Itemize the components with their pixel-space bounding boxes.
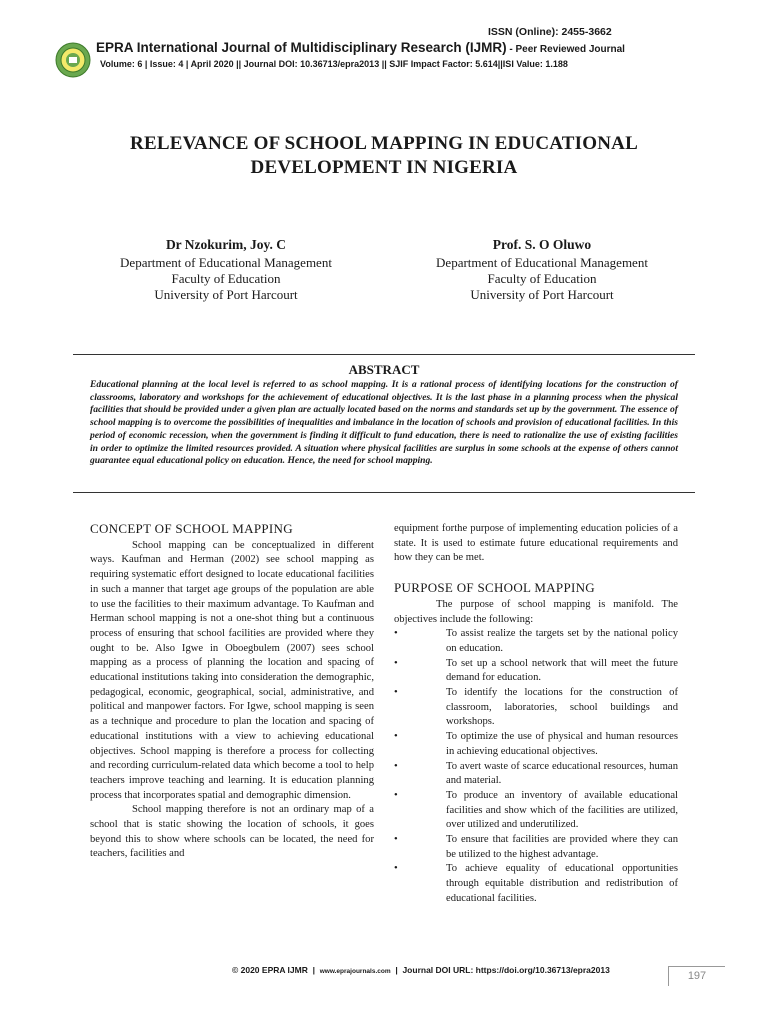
author-name: Prof. S. O Oluwo [492,237,592,252]
abstract-text: Educational planning at the local level is referred to as school mapping. It is a rational process of identifying locations for the construction of classrooms, laboratory and workshops for the achievement of educational objectives. It is the last phase in a planning process when the physical facilities that should be provided under a given plan are actually located based on the norms and standards set up by the government. The essence of school mapping is to overcome the possibilities of inequalities and imbalance in the location of schools and provision of educational facilities. In this period of economic recession, when the government is finding it difficult to fund education, there is need to rationalize the use of existing facilities in order to optimize the limited resources provided. A situation where physical facilities are surplus in some schools at the expense of others cannot guarantee equal educational policy on education. Hence, the need for school mapping. [90,379,678,467]
bullet-icon: • [394,834,398,846]
journal-name: EPRA International Journal of Multidisciplinary Research (IJMR) [96,40,507,55]
right-column [394,522,678,907]
paragraph: equipment forthe purpose of implementing education policies of a state. It is used to estimate future educational requirements and how they can be met. [394,523,678,564]
list-item: • To assist realize the targets set by the national policy on education. [394,628,678,654]
list-item: • To optimize the use of physical and human resources in achieving educational objectives. [394,731,678,757]
author-department: Department of Educational Management [436,255,648,270]
list-item: • To set up a school network that will meet the future demand for education. [394,657,678,684]
abstract-heading: ABSTRACT [348,362,420,377]
bullet-icon: • [394,628,398,640]
journal-title [96,40,736,55]
bullet-icon: • [394,687,398,699]
journal-logo [55,42,91,78]
abstract-bottom-rule [73,492,695,493]
page-number: 197 [668,966,725,986]
author-university: University of Port Harcourt [154,287,298,302]
bullet-icon: • [394,789,398,801]
bullet-icon: • [394,760,398,772]
footer-site-link[interactable]: www.eprajournals.com [319,968,391,975]
author-faculty: Faculty of Education [171,271,281,286]
issn-line: ISSN (Online): 2455-3662 [488,26,612,38]
section-heading-purpose: PURPOSE OF SCHOOL MAPPING [394,580,595,596]
section-heading-concept: CONCEPT OF SCHOOL MAPPING [90,521,293,536]
list-item: • To produce an inventory of available educational facilities and show which of the facilities are utilized, over utilized and underutilized. [394,789,678,831]
paragraph: School mapping therefore is not an ordinary map of a school that is static showing the location of schools, it goes beyond this to show where schools can be located, the need for teachers, facilities and [90,804,374,860]
author-department: Department of Educational Management [120,255,332,270]
left-column [90,522,374,862]
objectives-list [394,627,678,906]
author-university: University of Port Harcourt [470,287,614,302]
author-block [392,237,692,303]
abstract-top-rule [73,354,695,355]
footer-doi-link[interactable]: Journal DOI URL: https://doi.org/10.36713/epra2013 [402,965,610,975]
journal-meta: Volume: 6 | Issue: 4 | April 2020 || Journal DOI: 10.36713/epra2013 || SJIF Impact Factor: 5.614||ISI Value: 1.188 [100,59,568,69]
footer-copyright: © 2020 EPRA IJMR [232,965,308,975]
peer-reviewed-label: - Peer Reviewed Journal [506,44,625,55]
list-item: • To identify the locations for the construction of classroom, laboratories, school buildings and workshops. [394,687,678,728]
bullet-icon: • [394,657,398,669]
bullet-icon: • [394,863,398,875]
author-name: Dr Nzokurim, Joy. C [165,237,287,252]
paragraph: The purpose of school mapping is manifold. The objectives include the following: [394,598,678,625]
author-faculty: Faculty of Education [487,271,597,286]
list-item: • To achieve equality of educational opportunities through equitable distribution and redistribution of educational facilities. [394,863,678,904]
page-footer: © 2020 EPRA IJMR | www.eprajournals.com | Journal DOI URL: https://doi.org/10.36713/epra2013 [232,965,610,975]
paper-title: RELEVANCE OF SCHOOL MAPPING IN EDUCATIONAL DEVELOPMENT IN NIGERIA [130,133,638,178]
list-item: • To ensure that facilities are provided where they can be utilized to the highest advantage. [394,834,678,860]
list-item: • To avert waste of scarce educational resources, human and material. [394,760,678,787]
bullet-icon: • [394,731,398,743]
author-block [76,237,376,303]
paragraph: School mapping can be conceptualized in different ways. Kaufman and Herman (2002) see school mapping as requiring systematic effort designed to locate educational facilities in such a manner that target age groups of the population are able to use the facilities to their maximum advantage. To Kaufman and Herman school mapping is not a one-shot thing but a continuous process of ensuring that school facilities are provided where they ought to be. Also Igwe in Oboegbulem (2007) sees school mapping as a process of planning the location and spacing of educational institutions taking into consideration the demographic, pedagogical, economic, geographical, social, administrative, and political and manpower factors. For Igwe, school mapping is seen as a technique and procedure to plan the location and spacing of educational institutions with a view to achieving educational objectives. School mapping is therefore a process for collecting and recording curriculum-related data which become a tool to help teachers improve teaching and learning. It is education planning process that incorporates spatial and demographic dimension. [90,539,374,801]
